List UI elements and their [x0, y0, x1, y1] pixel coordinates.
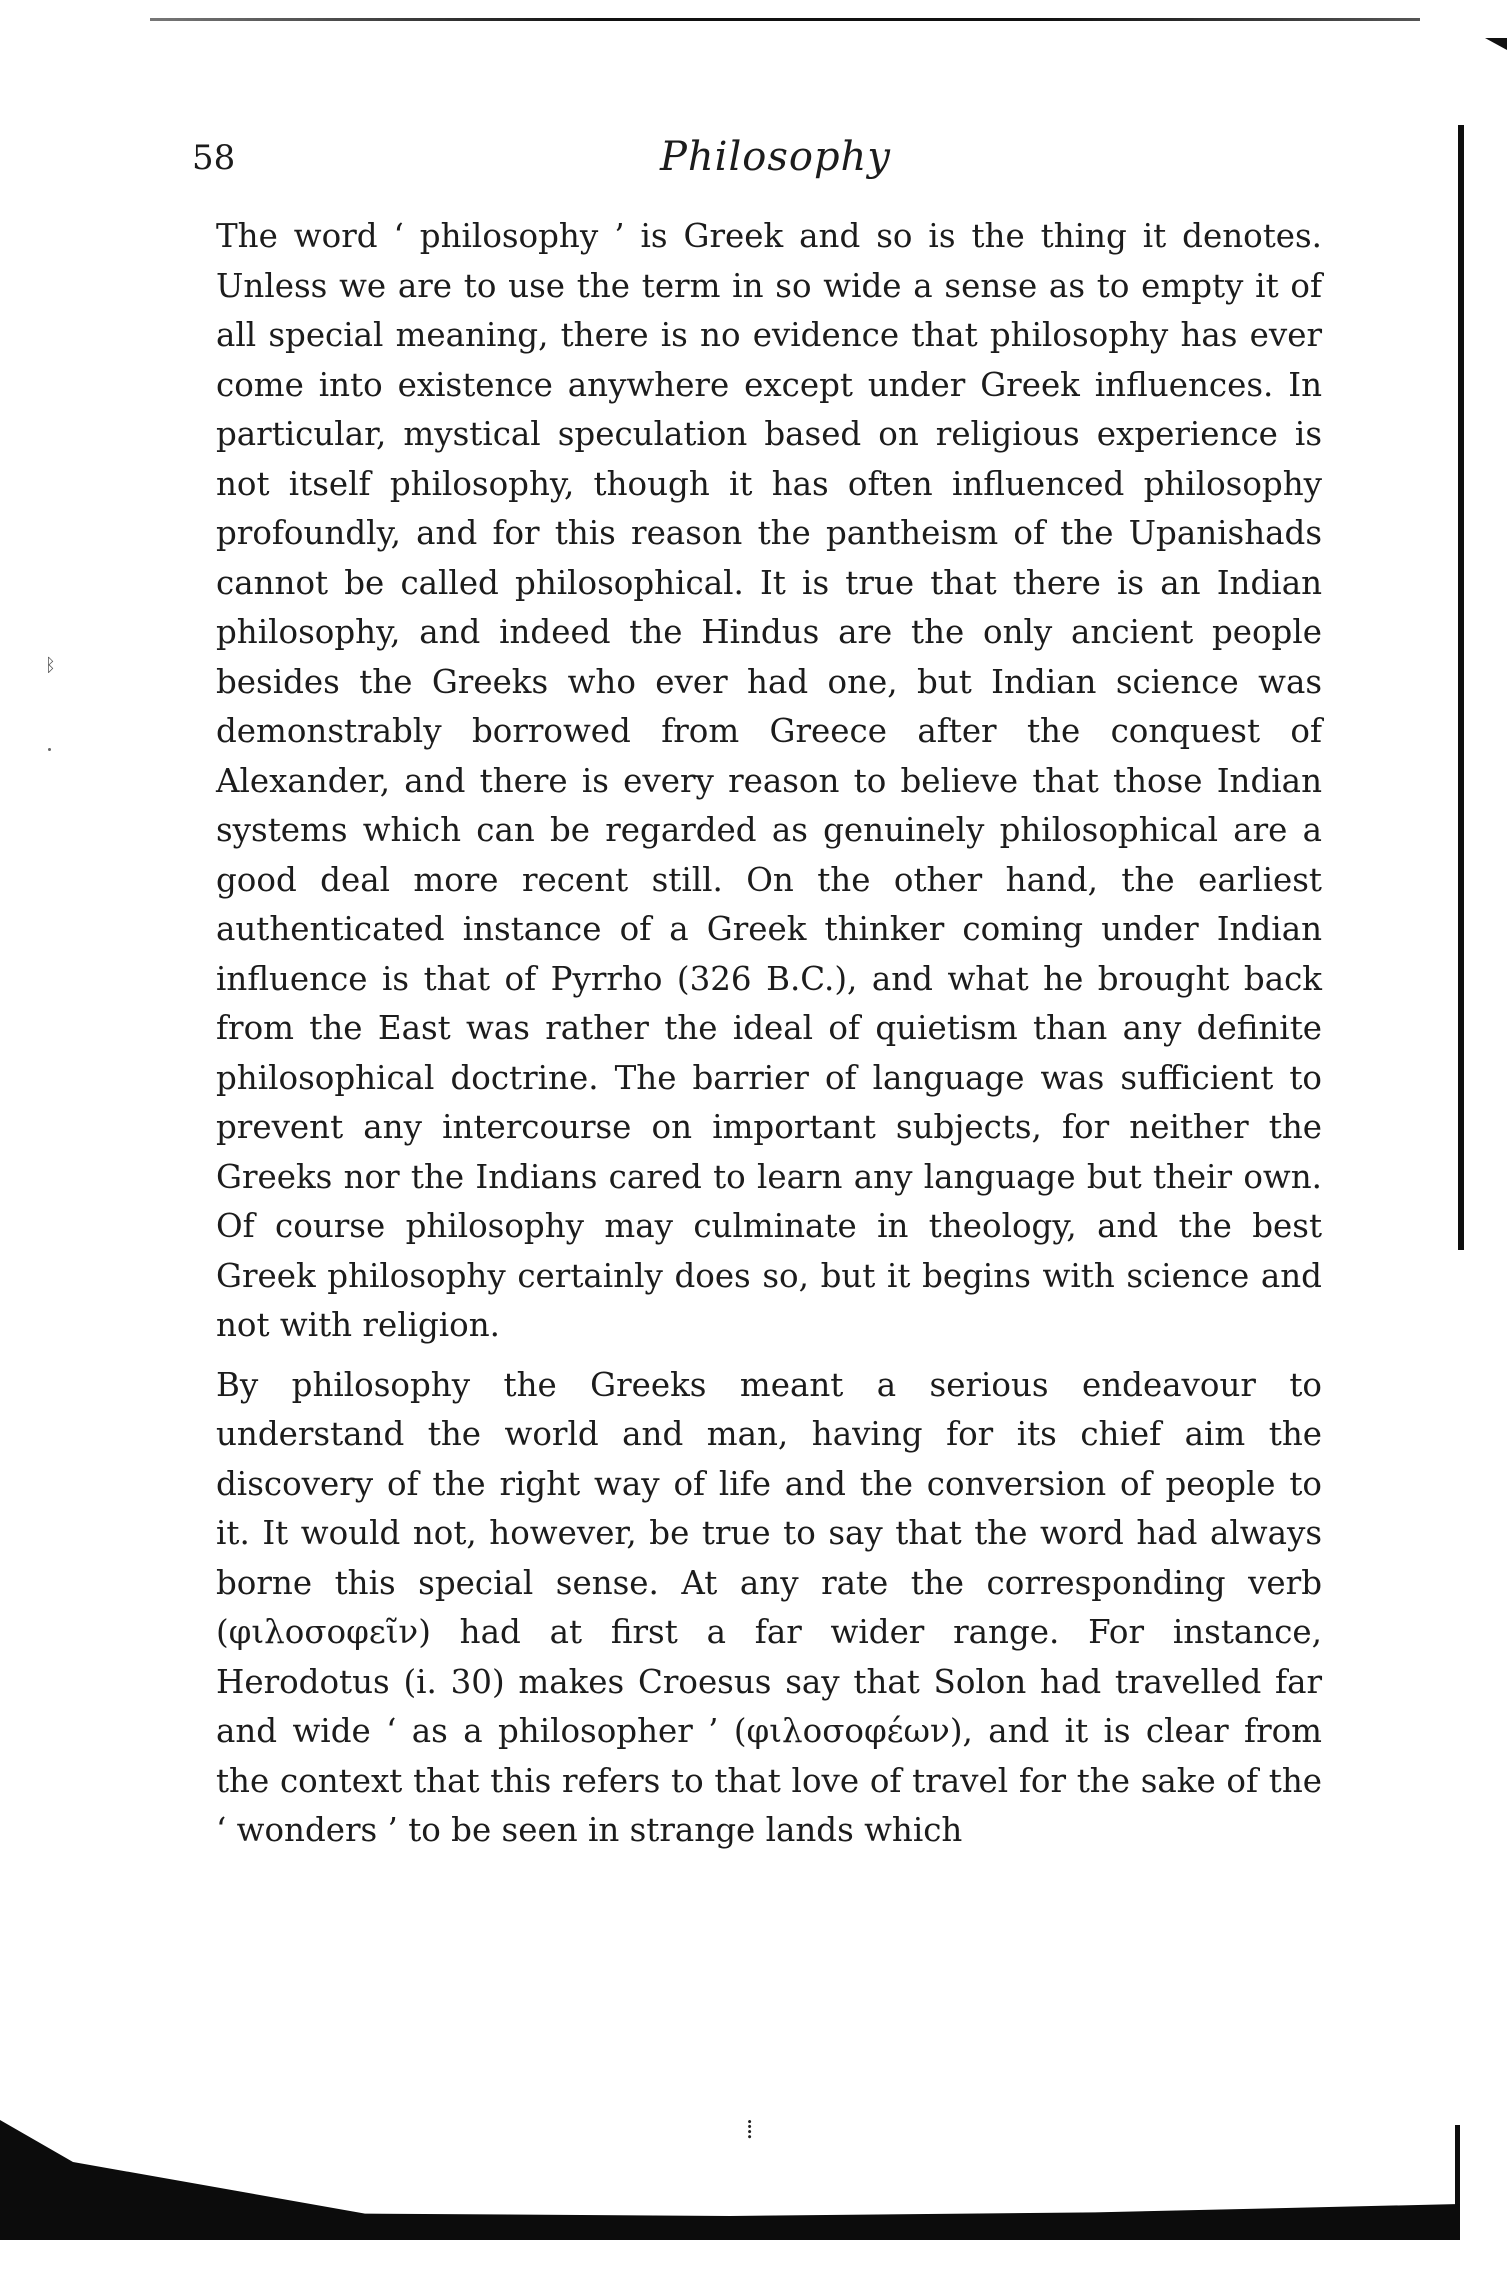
scan-edge-top — [150, 18, 1420, 21]
page-number: 58 — [192, 138, 236, 178]
paragraph-1: The word ‘ philosophy ’ is Greek and so is the thing it denotes. Unless we are to use the term in so wide a sense as to empty it of all special meaning, there is no evidence that philosophy has ever come into existence anywhere except under Greek influences. In particular, mystical speculation based on religious experience is not itself philosophy, though it has often influenced philosophy profoundly, and for this reason the pantheism of the Upanishads cannot be called philosophical. It is true that there is an Indian philosophy, and indeed the Hindus are the only ancient people besides the Greeks who ever had one, but Indian science was demonstrably borrowed from Greece after the conquest of Alexander, and there is every reason to believe that those Indian systems which can be regarded as genuinely philosophical are a good deal more recent still. On the other hand, the earliest authenticated instance of a Greek thinker coming under Indian influence is that of Pyrrho (326 B.C.), and what he brought back from the East was rather the ideal of quietism than any definite philosophical doctrine. The barrier of language was sufficient to prevent any intercourse on important subjects, for neither the Greeks nor the Indians cared to learn any language but their own. Of course philosophy may culminate in theology, and the best Greek philosophy certainly does so, but it begins with science and not with religion. — [216, 217, 1322, 1344]
bottom-printer-mark: ⁞ — [746, 2115, 754, 2145]
scan-edge-right — [1458, 125, 1464, 1250]
scan-edge-bottom — [0, 2120, 1460, 2240]
paragraph-2: By philosophy the Greeks meant a serious endeavour to understand the world and man, having for its chief aim the discovery of the right way of life and the conversion of people to it. It would not, however, be true to say that the word had always borne this special sense. At any rate the corresponding verb (φιλοσοφεῖν) had at first a far wider range. For instance, Herodotus (i. 30) makes Croesus say that Solon had travelled far and wide ‘ as a philosopher ’ (φιλοσοφέων), and it is clear from the context that this refers to that love of travel for the sake of the ‘ wonders ’ to be seen in strange lands which — [216, 1365, 1322, 1849]
margin-dot — [48, 748, 51, 751]
body-text — [216, 212, 1322, 1856]
running-head: Philosophy — [660, 134, 891, 180]
scan-corner-mark — [1485, 38, 1507, 50]
margin-annotation: ᛒ — [45, 655, 56, 676]
